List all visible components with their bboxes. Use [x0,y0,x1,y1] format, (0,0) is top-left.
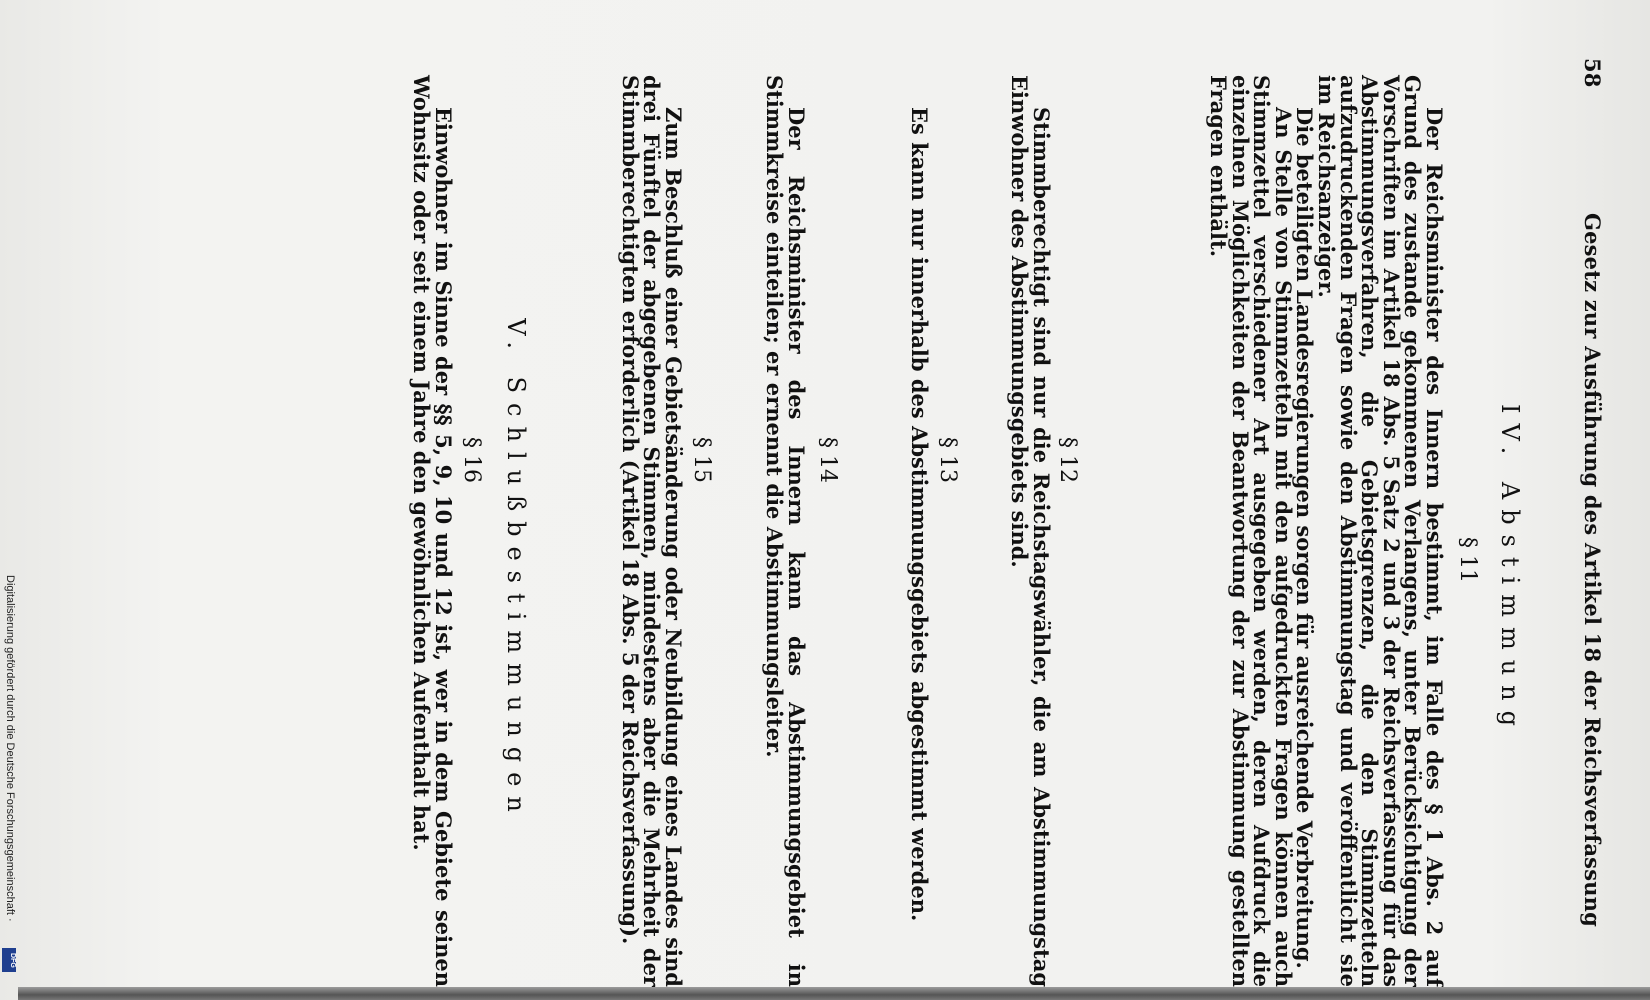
funding-note-text: Digitalisierung gefördert durch die Deutsche Forschungsgemeinschaft · [4,575,16,922]
paragraph-14-body: Der Reichsminister des Innern kann das Abstimmungsgebiet in Stimmkreise einteilen; er ernennt die Abstimmungsleiter. [762,75,809,987]
section-title-v: V. Schlußbestimmungen [502,318,530,822]
paragraph-11-body-3: An Stelle von Stimmzetteln mit den aufgedruckten Fragen können auch Stimmzettel verschiedener Art ausgegeben werden, deren Aufdruck die einzelnen Möglichkeiten der Beantwortung der zur Abstimmung gestellten Fragen enthält. [1206,75,1296,987]
paragraph-13-body: Es kann nur innerhalb des Abstimmungsgebiets abgestimmt werden. [907,107,932,922]
dfg-logo: DFG [2,948,16,972]
scan-edge-bar [18,987,1650,1000]
paragraph-number-16: § 16 [459,437,484,483]
paragraph-15-body: Zum Beschluß einer Gebietsänderung oder Neubildung eines Landes sind drei Fünftel der abgegebenen Stimmen, mindestens aber die Mehrheit der Stimmberechtigten erforderlich (Artikel 18 Abs. 5 der Reichsverfassung). [617,75,686,987]
paragraph-11-text [1207,75,1445,987]
paragraph-15-text [619,75,684,987]
paragraph-number-12: § 12 [1055,437,1080,483]
paragraph-16-body: Einwohner im Sinne der §§ 5, 9, 10 und 12 ist, wer in dem Gebiete seinen Wohnsitz oder seit einem Jahre den gewöhnlichen Aufenthalt hat. [409,75,456,987]
page-number: 58 [1580,58,1605,88]
paragraph-12-text [1009,75,1052,987]
paragraph-number-11: § 11 [1455,537,1480,583]
paragraph-number-14: § 14 [815,437,840,483]
paragraph-11-body-2: Die beteiligten Landesregierungen sorgen für ausreichende Verbreitung. [1292,107,1318,969]
paragraph-16-text [411,75,454,987]
paragraph-14-text [764,75,807,987]
paragraph-13-text [908,75,930,987]
paragraph-12-body: Stimmberechtigt sind nur die Reichstagswähler, die am Abstimmungstag Einwohner des Abstimmungsgebiets sind. [1007,75,1054,987]
running-head: Gesetz zur Ausführung des Artikel 18 der Reichsverfassung [1580,212,1605,928]
section-title-iv: IV. Abstimmung [1496,404,1524,736]
paragraph-number-15: § 15 [689,437,714,483]
paragraph-number-13: § 13 [935,437,960,483]
paragraph-11-body-1: Der Reichsminister des Innern bestimmt, im Falle des § 1 Abs. 2 auf Grund des zustande gekommenen Verlangens, unter Berücksichtigung der Vorschriften im Artikel 18 Abs. 5 Satz 2 und 3 der Reichsverfassung für das Abstimmungsverfahren, die Gebietsgrenzen, die den Stimmzetteln aufzudruckenden Fragen sowie den Abstimmungstag und veröffentlicht sie im Reichsanzeiger. [1314,75,1447,987]
digitization-note [0,575,18,945]
